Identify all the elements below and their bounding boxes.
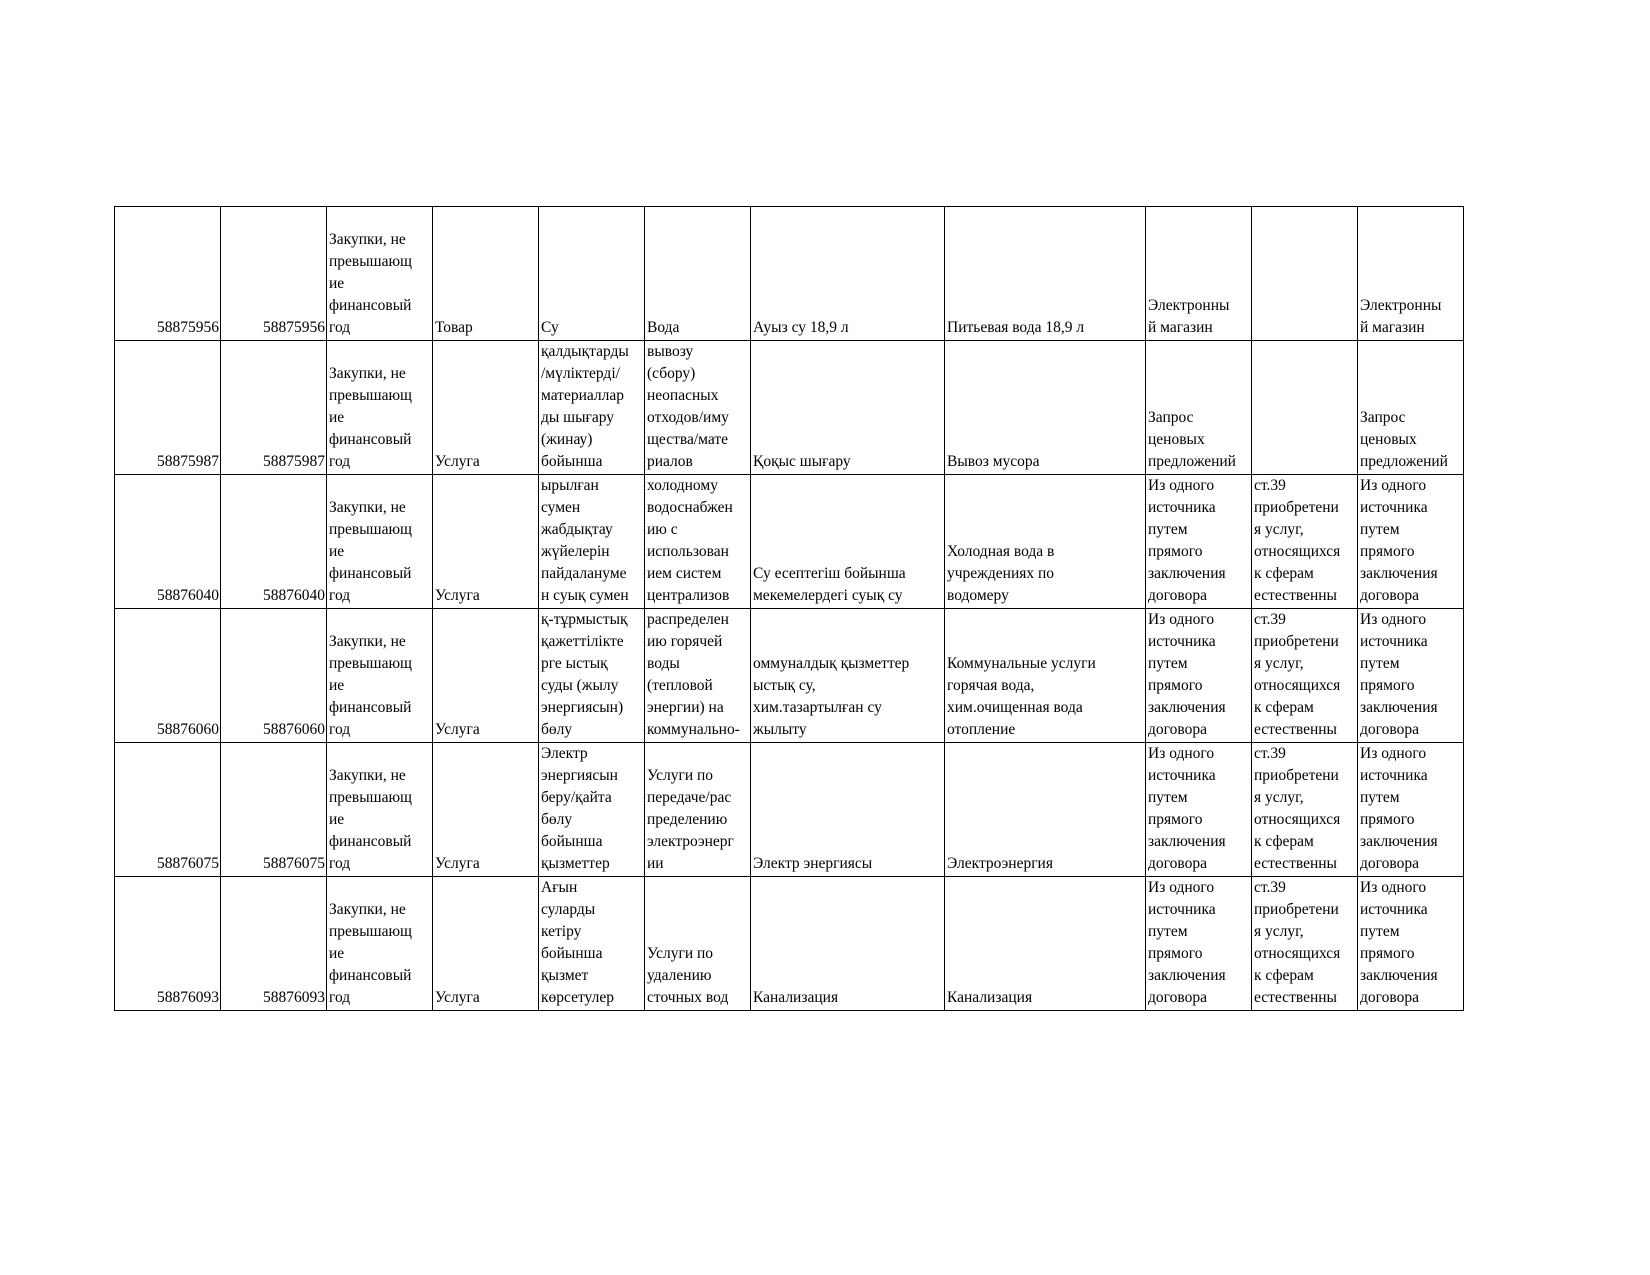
cell-text-line: путем — [1360, 789, 1400, 806]
cell-text-line: рге ыстық — [541, 655, 608, 672]
cell-text-line: договора — [1360, 721, 1419, 738]
cell-legal-basis — [1252, 341, 1358, 475]
cell-text-line: заключения — [1360, 565, 1438, 582]
cell-text-line: жүйелерін — [541, 543, 610, 560]
cell-subject-type — [433, 609, 539, 743]
cell-text-line: /мүліктерді/ — [541, 365, 620, 382]
cell-legal-basis — [1252, 475, 1358, 609]
cell-text-line: использован — [647, 543, 729, 560]
cell-text-line: централизов — [647, 587, 730, 604]
cell-text-line: мекемелердегі суық су — [753, 587, 903, 604]
cell-lot-id: 58875956 — [221, 207, 327, 341]
cell-text-line: источника — [1360, 767, 1428, 784]
cell-description-ru — [945, 475, 1146, 609]
cell-text-line: прямого — [1360, 543, 1415, 560]
cell-text-line: Канализация — [753, 989, 839, 1006]
cell-procurement-type — [327, 207, 433, 341]
cell-text-line: ст.39 — [1254, 879, 1286, 896]
cell-text-line: заключения — [1360, 699, 1438, 716]
cell-text-line: коммунально- — [647, 721, 740, 738]
cell-text-line: й магазин — [1360, 319, 1425, 336]
cell-text-line: бөлу — [541, 811, 573, 828]
cell-text-line: год — [329, 855, 351, 872]
cell-subject-type — [433, 743, 539, 877]
cell-procurement-type — [327, 743, 433, 877]
cell-text-line: хим.тазартылған су — [753, 699, 882, 716]
table-row — [115, 207, 1464, 341]
cell-id: 58876093 — [115, 877, 221, 1011]
cell-text-line: ие — [329, 677, 345, 694]
cell-text-line: финансовый — [329, 967, 412, 984]
cell-text-line: отходов/иму — [647, 409, 729, 426]
cell-text-line: Из одного — [1360, 745, 1427, 762]
cell-text-line: я услуг, — [1254, 923, 1304, 940]
cell-text-line: (жинау) — [541, 431, 593, 448]
cell-text-line: источника — [1148, 499, 1216, 516]
cell-text-line: Запрос — [1148, 409, 1194, 426]
cell-description-kz — [751, 877, 945, 1011]
cell-text-line: Электр — [541, 745, 588, 762]
cell-text-line: финансовый — [329, 297, 412, 314]
cell-name-kz — [539, 475, 645, 609]
cell-text-line: щества/мате — [647, 431, 728, 448]
cell-text-line: Қоқыс шығару — [753, 453, 851, 470]
cell-text-line: ст.39 — [1254, 611, 1286, 628]
cell-text-line: Из одного — [1360, 611, 1427, 628]
cell-procurement-type — [327, 609, 433, 743]
cell-text-line: водомеру — [947, 587, 1009, 604]
cell-text-line: источника — [1360, 499, 1428, 516]
cell-text-line: энергиясын) — [541, 699, 624, 716]
cell-text-line: к сферам — [1254, 565, 1314, 582]
cell-text-line: источника — [1360, 633, 1428, 650]
cell-subject-type — [433, 475, 539, 609]
cell-text-line: суларды — [541, 901, 596, 918]
cell-text-line: Товар — [435, 319, 473, 336]
cell-text-line: прямого — [1148, 811, 1203, 828]
cell-text-line: хим.очищенная вода — [947, 699, 1083, 716]
cell-procurement-method — [1146, 743, 1252, 877]
cell-text-line: путем — [1148, 789, 1188, 806]
table-row — [115, 743, 1464, 877]
cell-name-kz — [539, 207, 645, 341]
cell-text-line: заключения — [1148, 833, 1226, 850]
cell-text-line: Вода — [647, 319, 680, 336]
cell-text-line: пределению — [647, 811, 728, 828]
cell-text-line: Ауыз су 18,9 л — [753, 319, 849, 336]
cell-procurement-method — [1146, 207, 1252, 341]
cell-text-line: Закупки, не — [329, 499, 406, 516]
cell-text-line: ие — [329, 945, 345, 962]
cell-text-line: путем — [1148, 521, 1188, 538]
cell-text-line: источника — [1360, 901, 1428, 918]
cell-text-line: Услуга — [435, 721, 480, 738]
cell-text-line: Услуги по — [647, 767, 714, 784]
cell-text-line: прямого — [1360, 811, 1415, 828]
cell-text-line: воды — [647, 655, 680, 672]
cell-text-line: год — [329, 453, 351, 470]
cell-id: 58876060 — [115, 609, 221, 743]
cell-text-line: Электр энергиясы — [753, 855, 873, 872]
cell-name-kz — [539, 877, 645, 1011]
cell-text-line: заключения — [1148, 967, 1226, 984]
cell-text-line: распределен — [647, 611, 729, 628]
cell-name-ru — [645, 743, 751, 877]
cell-text-line: относящихся — [1254, 677, 1341, 694]
cell-text-line: Холодная вода в — [947, 543, 1055, 560]
cell-procurement-type — [327, 475, 433, 609]
cell-description-ru — [945, 743, 1146, 877]
cell-text-line: Электроэнергия — [947, 855, 1053, 872]
cell-text-line: Су — [541, 319, 559, 336]
cell-text-line: ии — [647, 855, 664, 872]
cell-text-line: превышающ — [329, 253, 412, 270]
cell-text-line: жабдықтау — [541, 521, 613, 538]
cell-text-line: я услуг, — [1254, 655, 1304, 672]
cell-text-line: Закупки, не — [329, 901, 406, 918]
cell-text-line: көрсетулер — [541, 989, 614, 1006]
cell-text-line: Ағын — [541, 879, 578, 896]
cell-text-line: қажеттілікте — [541, 633, 624, 650]
cell-text-line: водоснабжен — [647, 499, 733, 516]
cell-text-line: относящихся — [1254, 811, 1341, 828]
cell-name-kz — [539, 609, 645, 743]
cell-text-line: пайдалануме — [541, 565, 627, 582]
cell-text-line: прямого — [1148, 677, 1203, 694]
cell-text-line: финансовый — [329, 431, 412, 448]
cell-name-ru — [645, 341, 751, 475]
cell-text-line: кетіру — [541, 923, 582, 940]
cell-text-line: относящихся — [1254, 543, 1341, 560]
cell-text-line: Услуга — [435, 855, 480, 872]
cell-text-line: год — [329, 721, 351, 738]
cell-lot-id: 58876093 — [221, 877, 327, 1011]
cell-description-ru — [945, 207, 1146, 341]
cell-legal-basis — [1252, 609, 1358, 743]
cell-text-line: энергии) на — [647, 699, 724, 716]
table-body — [115, 207, 1464, 1011]
cell-text-line: Из одного — [1148, 611, 1215, 628]
cell-text-line: прямого — [1360, 677, 1415, 694]
cell-text-line: Питьевая вода 18,9 л — [947, 319, 1085, 336]
cell-lot-id: 58876060 — [221, 609, 327, 743]
cell-text-line: Вывоз мусора — [947, 453, 1040, 470]
cell-text-line: удалению — [647, 967, 712, 984]
cell-text-line: Коммунальные услуги — [947, 655, 1096, 672]
cell-text-line: қалдықтарды — [541, 343, 629, 360]
cell-text-line: путем — [1148, 655, 1188, 672]
cell-text-line: заключения — [1148, 565, 1226, 582]
cell-description-ru — [945, 341, 1146, 475]
cell-text-line: қ-тұрмыстық — [541, 611, 628, 628]
cell-legal-basis — [1252, 877, 1358, 1011]
cell-text-line: приобретени — [1254, 633, 1339, 650]
cell-text-line: заключения — [1360, 967, 1438, 984]
cell-text-line: заключения — [1148, 699, 1226, 716]
cell-text-line: риалов — [647, 453, 693, 470]
cell-text-line: путем — [1360, 521, 1400, 538]
cell-text-line: договора — [1148, 587, 1207, 604]
cell-text-line: жылыту — [753, 721, 807, 738]
cell-text-line: бөлу — [541, 721, 573, 738]
cell-id: 58876040 — [115, 475, 221, 609]
cell-text-line: Су есептегіш бойынша — [753, 565, 906, 582]
cell-legal-basis — [1252, 743, 1358, 877]
table-row — [115, 341, 1464, 475]
cell-text-line: ырылған — [541, 477, 599, 494]
cell-text-line: к сферам — [1254, 833, 1314, 850]
cell-text-line: относящихся — [1254, 945, 1341, 962]
cell-procurement-method — [1146, 341, 1252, 475]
cell-procurement-method-actual — [1358, 341, 1464, 475]
cell-text-line: финансовый — [329, 833, 412, 850]
cell-name-ru — [645, 609, 751, 743]
cell-text-line: Услуги по — [647, 945, 714, 962]
cell-text-line: приобретени — [1254, 901, 1339, 918]
cell-id: 58876075 — [115, 743, 221, 877]
cell-description-ru — [945, 609, 1146, 743]
cell-text-line: приобретени — [1254, 767, 1339, 784]
cell-text-line: превышающ — [329, 789, 412, 806]
cell-text-line: заключения — [1360, 833, 1438, 850]
cell-text-line: путем — [1360, 655, 1400, 672]
cell-procurement-method-actual — [1358, 609, 1464, 743]
cell-procurement-type — [327, 877, 433, 1011]
cell-text-line: прямого — [1148, 945, 1203, 962]
cell-text-line: ием систем — [647, 565, 722, 582]
cell-text-line: ды шығару — [541, 409, 615, 426]
cell-text-line: й магазин — [1148, 319, 1213, 336]
cell-text-line: сточных вод — [647, 989, 729, 1006]
cell-text-line: естественны — [1254, 855, 1337, 872]
cell-text-line: бойынша — [541, 453, 603, 470]
cell-text-line: прямого — [1360, 945, 1415, 962]
cell-text-line: ие — [329, 409, 345, 426]
cell-text-line: (тепловой — [647, 677, 713, 694]
cell-procurement-method-actual — [1358, 743, 1464, 877]
table-row — [115, 877, 1464, 1011]
cell-name-ru — [645, 877, 751, 1011]
cell-text-line: н суық сумен — [541, 587, 629, 604]
cell-text-line: превышающ — [329, 655, 412, 672]
cell-text-line: путем — [1148, 923, 1188, 940]
cell-procurement-method — [1146, 609, 1252, 743]
cell-text-line: суды (жылу — [541, 677, 619, 694]
cell-text-line: превышающ — [329, 521, 412, 538]
cell-text-line: источника — [1148, 767, 1216, 784]
cell-subject-type — [433, 341, 539, 475]
cell-text-line: договора — [1360, 989, 1419, 1006]
cell-lot-id: 58876040 — [221, 475, 327, 609]
cell-subject-type — [433, 207, 539, 341]
cell-text-line: Электронны — [1360, 297, 1442, 314]
cell-text-line: Услуга — [435, 587, 480, 604]
cell-text-line: (сбору) — [647, 365, 696, 382]
cell-text-line: бойынша — [541, 833, 603, 850]
cell-text-line: горячая вода, — [947, 677, 1035, 694]
cell-legal-basis — [1252, 207, 1358, 341]
cell-text-line: источника — [1148, 633, 1216, 650]
cell-text-line: договора — [1148, 989, 1207, 1006]
cell-text-line: сумен — [541, 499, 581, 516]
cell-text-line: Запрос — [1360, 409, 1406, 426]
cell-text-line: Из одного — [1148, 745, 1215, 762]
cell-description-kz — [751, 207, 945, 341]
cell-text-line: қызметтер — [541, 855, 610, 872]
cell-text-line: предложений — [1148, 453, 1236, 470]
cell-procurement-method-actual — [1358, 877, 1464, 1011]
cell-text-line: ыстық су, — [753, 677, 816, 694]
cell-text-line: финансовый — [329, 699, 412, 716]
table-row — [115, 475, 1464, 609]
cell-text-line: естественны — [1254, 721, 1337, 738]
cell-name-ru — [645, 207, 751, 341]
cell-name-kz — [539, 341, 645, 475]
cell-text-line: Услуга — [435, 989, 480, 1006]
cell-text-line: прямого — [1148, 543, 1203, 560]
cell-text-line: превышающ — [329, 387, 412, 404]
cell-id: 58875987 — [115, 341, 221, 475]
cell-procurement-type — [327, 341, 433, 475]
cell-text-line: оммуналдық қызметтер — [753, 655, 910, 672]
cell-text-line: к сферам — [1254, 967, 1314, 984]
cell-text-line: год — [329, 319, 351, 336]
cell-text-line: Из одного — [1148, 477, 1215, 494]
cell-text-line: отопление — [947, 721, 1016, 738]
cell-text-line: Услуга — [435, 453, 480, 470]
cell-text-line: договора — [1360, 587, 1419, 604]
cell-text-line: год — [329, 587, 351, 604]
cell-text-line: договора — [1148, 855, 1207, 872]
cell-text-line: ие — [329, 543, 345, 560]
cell-text-line: превышающ — [329, 923, 412, 940]
cell-text-line: Из одного — [1360, 477, 1427, 494]
cell-name-ru — [645, 475, 751, 609]
cell-text-line: путем — [1360, 923, 1400, 940]
cell-text-line: передаче/рас — [647, 789, 732, 806]
cell-description-kz — [751, 609, 945, 743]
cell-text-line: ценовых — [1148, 431, 1205, 448]
table-row — [115, 609, 1464, 743]
cell-description-ru — [945, 877, 1146, 1011]
cell-text-line: холодному — [647, 477, 718, 494]
cell-subject-type — [433, 877, 539, 1011]
cell-lot-id: 58876075 — [221, 743, 327, 877]
cell-text-line: Электронны — [1148, 297, 1230, 314]
cell-text-line: Канализация — [947, 989, 1033, 1006]
cell-text-line: учреждениях по — [947, 565, 1055, 582]
cell-text-line: Из одного — [1360, 879, 1427, 896]
cell-text-line: ию горячей — [647, 633, 723, 650]
cell-text-line: предложений — [1360, 453, 1448, 470]
cell-text-line: год — [329, 989, 351, 1006]
cell-text-line: Закупки, не — [329, 365, 406, 382]
cell-text-line: ие — [329, 275, 345, 292]
cell-text-line: неопасных — [647, 387, 719, 404]
cell-text-line: договора — [1360, 855, 1419, 872]
cell-text-line: ст.39 — [1254, 745, 1286, 762]
cell-procurement-method-actual — [1358, 207, 1464, 341]
cell-text-line: энергиясын — [541, 767, 618, 784]
cell-lot-id: 58875987 — [221, 341, 327, 475]
cell-text-line: материаллар — [541, 387, 624, 404]
cell-procurement-method — [1146, 877, 1252, 1011]
cell-text-line: к сферам — [1254, 699, 1314, 716]
cell-procurement-method-actual — [1358, 475, 1464, 609]
cell-text-line: ию с — [647, 521, 678, 538]
cell-text-line: бойынша — [541, 945, 603, 962]
cell-text-line: я услуг, — [1254, 789, 1304, 806]
cell-description-kz — [751, 475, 945, 609]
cell-description-kz — [751, 743, 945, 877]
cell-text-line: Закупки, не — [329, 633, 406, 650]
cell-text-line: я услуг, — [1254, 521, 1304, 538]
cell-text-line: Из одного — [1148, 879, 1215, 896]
cell-text-line: беру/қайта — [541, 789, 612, 806]
cell-text-line: источника — [1148, 901, 1216, 918]
cell-id: 58875956 — [115, 207, 221, 341]
cell-text-line: приобретени — [1254, 499, 1339, 516]
cell-text-line: естественны — [1254, 587, 1337, 604]
cell-text-line: ие — [329, 811, 345, 828]
cell-name-kz — [539, 743, 645, 877]
cell-text-line: финансовый — [329, 565, 412, 582]
cell-text-line: электроэнерг — [647, 833, 734, 850]
cell-text-line: қызмет — [541, 967, 589, 984]
cell-procurement-method — [1146, 475, 1252, 609]
cell-text-line: ст.39 — [1254, 477, 1286, 494]
cell-description-kz — [751, 341, 945, 475]
cell-text-line: ценовых — [1360, 431, 1417, 448]
cell-text-line: договора — [1148, 721, 1207, 738]
cell-text-line: естественны — [1254, 989, 1337, 1006]
cell-text-line: вывозу — [647, 343, 694, 360]
cell-text-line: Закупки, не — [329, 767, 406, 784]
cell-text-line: Закупки, не — [329, 231, 406, 248]
procurement-table — [114, 206, 1464, 1011]
